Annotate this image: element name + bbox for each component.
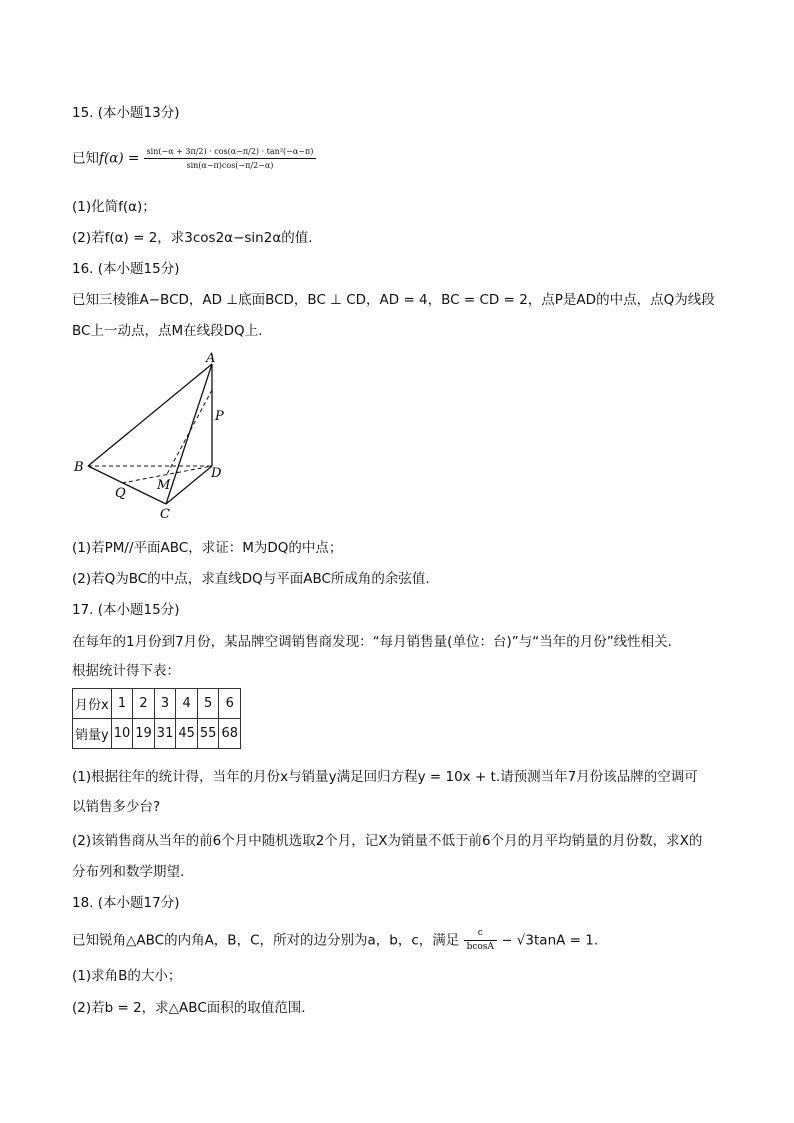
label-A: A (206, 352, 216, 366)
table-cell: 6 (219, 689, 241, 719)
table-row-label-sales: 销量y (73, 719, 112, 749)
table-cell: 31 (154, 719, 176, 749)
q16-header: 16. (本小题15分) (72, 261, 180, 277)
q16-line2: BC上一动点，点M在线段DQ上. (72, 323, 263, 339)
q15-denominator: sin(α−π)cos(−π/2−α) (186, 161, 274, 170)
table-row (73, 689, 241, 719)
edge-BC (88, 466, 166, 504)
q16-part1: (1)若PM//平面ABC，求证：M为DQ的中点； (72, 540, 343, 556)
q15-definition (72, 146, 316, 171)
label-Q: Q (115, 486, 126, 501)
q15-numerator: sin(−α + 3π/2) · cos(α−π/2) · tan²(−α−π) (144, 146, 317, 159)
table-cell: 4 (176, 689, 198, 719)
q15-fraction (144, 146, 317, 171)
q17-line1: 在每年的1月份到7月份，某品牌空调销售商发现：“每月销售量(单位：台)”与“当年的月份”线性相关. (72, 634, 672, 650)
q15-part1: (1)化简f(α)； (72, 199, 156, 215)
table-cell: 45 (176, 719, 198, 749)
q16-part2: (2)若Q为BC的中点，求直线DQ与平面ABC所成角的余弦值. (72, 571, 430, 587)
table-cell: 10 (111, 719, 133, 749)
q18-line1-suffix: − √3tanA = 1. (501, 932, 599, 949)
q18-header: 18. (本小题17分) (72, 895, 180, 911)
q15-part2: (2)若f(α) = 2，求3cos2α−sin2α的值. (72, 230, 313, 246)
q17-line2: 根据统计得下表： (72, 663, 180, 679)
table-row-label-month: 月份x (73, 689, 112, 719)
label-M: M (157, 478, 171, 493)
q18-line1 (72, 928, 598, 953)
q18-frac-num: c (464, 928, 497, 941)
table-cell: 55 (197, 719, 219, 749)
table-row (73, 719, 241, 749)
q15-intro-prefix: 已知 (72, 150, 99, 167)
sales-table (72, 688, 241, 749)
q17-part2-line2: 分布列和数学期望. (72, 864, 185, 880)
q15-lhs: f(α) = (99, 150, 140, 167)
label-D: D (211, 466, 222, 481)
q18-fraction (464, 928, 497, 953)
tetrahedron-figure (70, 352, 240, 524)
label-C: C (160, 507, 170, 522)
q18-part1: (1)求角B的大小； (72, 968, 182, 984)
q15-header: 15. (本小题13分) (72, 105, 180, 121)
table-cell: 5 (197, 689, 219, 719)
q17-part2-line1: (2)该销售商从当年的前6个月中随机选取2个月，记X为销量不低于前6个月的月平均销量的月份数，求X的 (72, 833, 703, 849)
table-cell: 19 (133, 719, 155, 749)
edge-AB (88, 364, 212, 466)
q17-header: 17. (本小题15分) (72, 602, 180, 618)
table-cell: 68 (219, 719, 241, 749)
label-P: P (215, 409, 224, 424)
q18-part2: (2)若b = 2，求△ABC面积的取值范围. (72, 1000, 306, 1016)
table-cell: 3 (154, 689, 176, 719)
q17-part1-line1: (1)根据往年的统计得，当年的月份x与销量y满足回归方程y = 10x + t.请预测当年7月份该品牌的空调可 (72, 769, 698, 785)
label-B: B (74, 460, 84, 475)
q18-frac-den: bcosA (466, 942, 494, 952)
q17-part1-line2: 以销售多少台? (72, 799, 161, 815)
table-cell: 2 (133, 689, 155, 719)
q16-line1: 已知三棱锥A−BCD，AD ⊥底面BCD，BC ⊥ CD，AD = 4，BC = CD = 2，点P是AD的中点，点Q为线段 (72, 292, 715, 308)
q18-line1-prefix: 已知锐角△ABC的内角A，B，C，所对的边分别为a，b，c，满足 (72, 932, 460, 949)
table-cell: 1 (111, 689, 133, 719)
